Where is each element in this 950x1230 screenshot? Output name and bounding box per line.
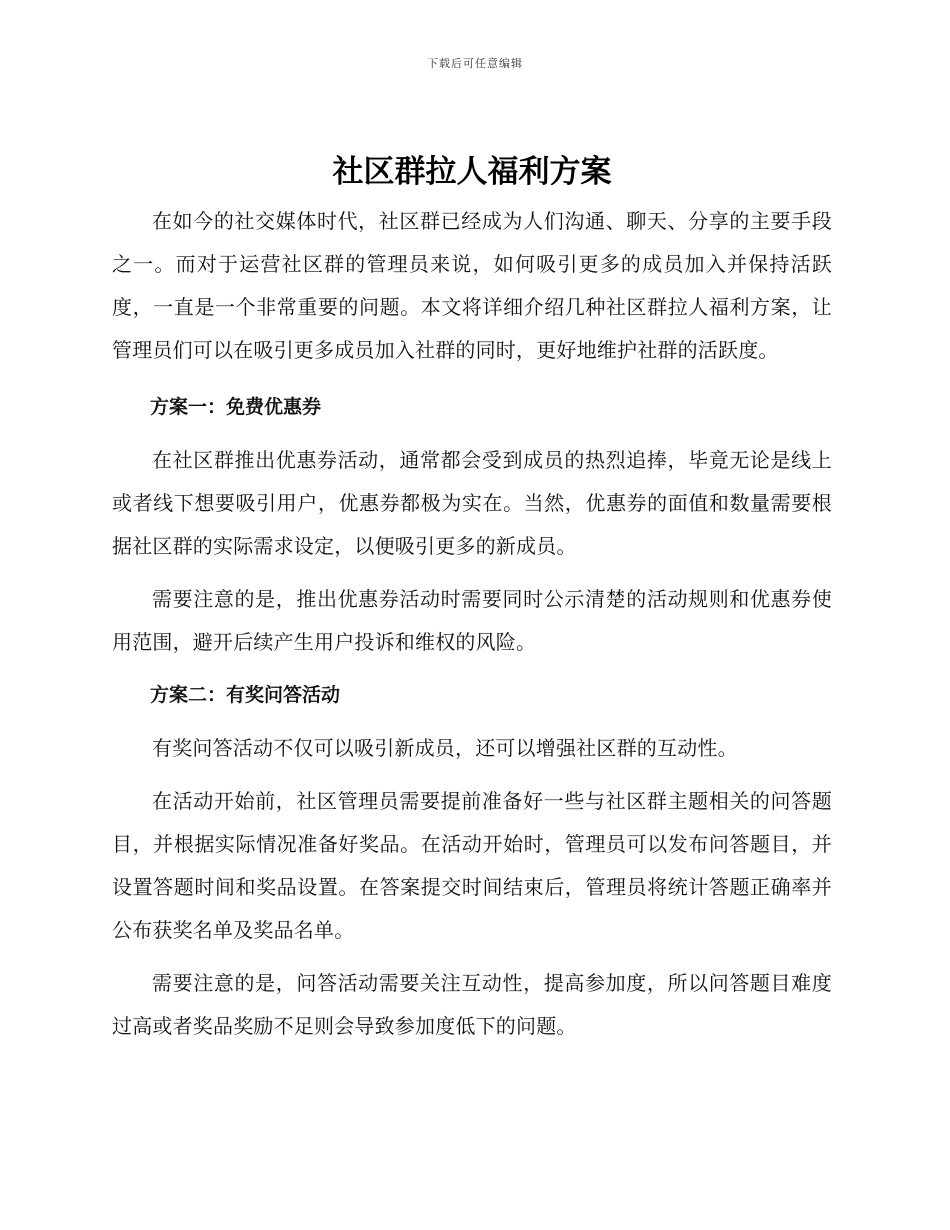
intro-paragraph: 在如今的社交媒体时代，社区群已经成为人们沟通、聊天、分享的主要手段之一。而对于运营社区群的管理员来说，如何吸引更多的成员加入并保持活跃度，一直是一个非常重要的问题。本文将详细介绍几种社区群拉人福利方案，让管理员们可以在吸引更多成员加入社群的同时，更好地维护社群的活跃度。 <box>112 209 832 362</box>
header-note: 下载后可任意编辑 <box>427 57 523 70</box>
section-paragraph: 在社区群推出优惠券活动，通常都会受到成员的热烈追捧，毕竟无论是线上或者线下想要吸引用户，优惠券都极为实在。当然，优惠券的面值和数量需要根据社区群的实际需求设定，以便吸引更多的新成员。 <box>112 448 832 558</box>
section-paragraph: 需要注意的是，问答活动需要关注互动性，提高参加度，所以问答题目难度过高或者奖品奖励不足则会导致参加度低下的问题。 <box>112 971 832 1038</box>
section-heading: 方案一：免费优惠券 <box>150 396 322 418</box>
document-body <box>112 150 832 1048</box>
document-title: 社区群拉人福利方案 <box>332 154 612 190</box>
section-heading: 方案二：有奖问答活动 <box>150 684 341 706</box>
section-paragraph: 需要注意的是，推出优惠券活动时需要同时公示清楚的活动规则和优惠券使用范围，避开后续产生用户投诉和维权的风险。 <box>112 587 832 654</box>
section-paragraph: 有奖问答活动不仅可以吸引新成员，还可以增强社区群的互动性。 <box>152 736 738 760</box>
section-paragraph: 在活动开始前，社区管理员需要提前准备好一些与社区群主题相关的问答题目，并根据实际情况准备好奖品。在活动开始时，管理员可以发布问答题目，并设置答题时间和奖品设置。在答案提交时间结束后，管理员将统计答题正确率并公布获奖名单及奖品名单。 <box>112 789 832 942</box>
